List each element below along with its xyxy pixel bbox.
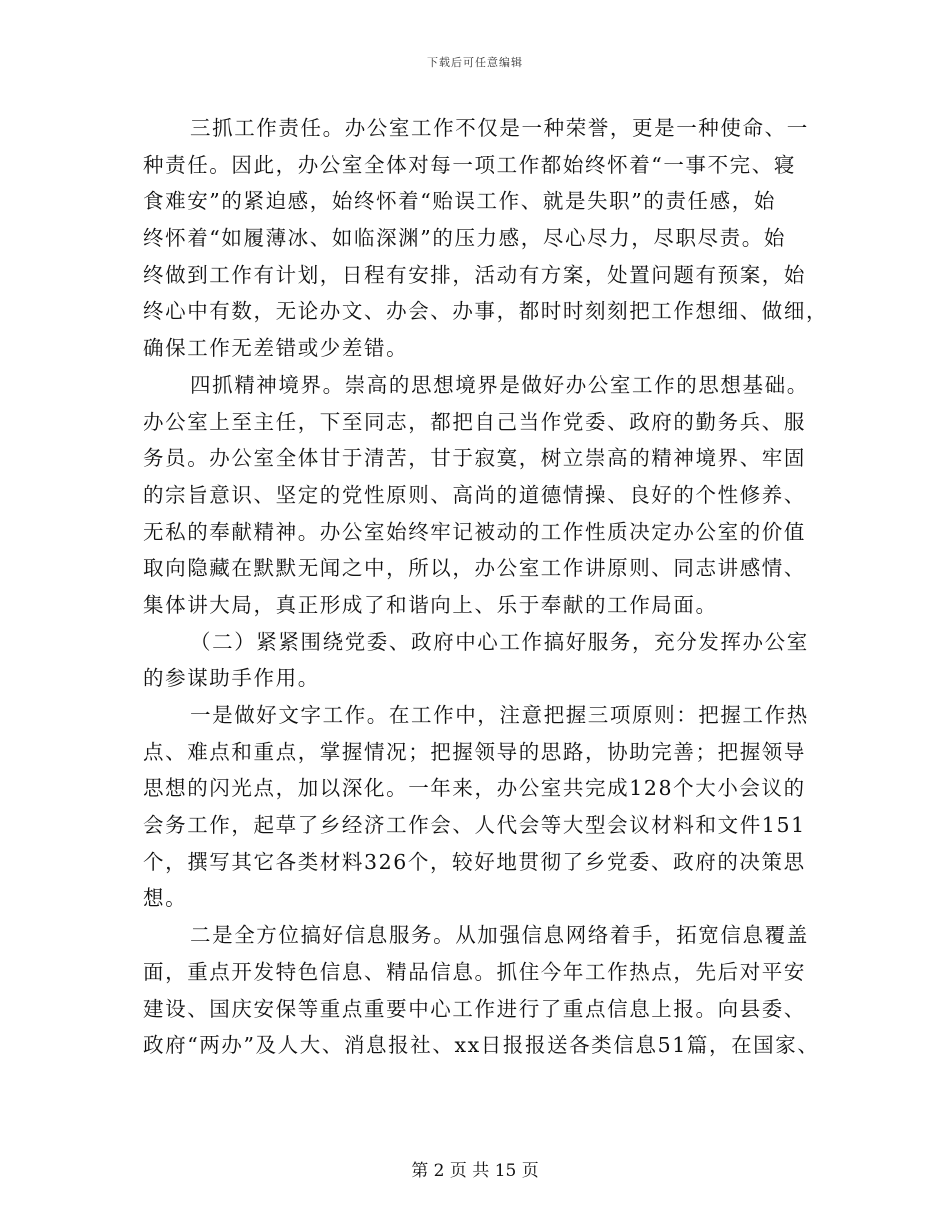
paragraph-line: 取向隐藏在默默无闻之中，所以，办公室工作讲原则、同志讲感情、 [143, 556, 806, 581]
paragraph-line: 一是做好文字工作。在工作中，注意把握三项原则：把握工作热 [190, 703, 809, 727]
paragraph-line: 面，重点开发特色信息、精品信息。抓住今年工作热点，先后对平安 [143, 959, 806, 984]
section-heading-line: （二）紧紧围绕党委、政府中心工作搞好服务，充分发挥办公室 [190, 629, 809, 654]
paragraph-line: 政府“两办”及人大、消息报社、xx日报报送各类信息51篇，在国家、 [143, 1033, 820, 1058]
paragraph-line: 建设、国庆安保等重点重要中心工作进行了重点信息上报。向县委、 [143, 996, 806, 1021]
paragraph-line: 个，撰写其它各类材料326个，较好地贯彻了乡党委、政府的决策思 [143, 849, 806, 874]
paragraph-line: 二是全方位搞好信息服务。从加强信息网络着手，拓宽信息覆盖 [190, 923, 809, 948]
paragraph-line: 会务工作，起草了乡经济工作会、人代会等大型会议材料和文件151 [143, 813, 806, 838]
paragraph-line: 务员。办公室全体甘于清苦，甘于寂寞，树立崇高的精神境界、牢固 [143, 446, 806, 471]
paragraph-line: 终怀着“如履薄冰、如临深渊”的压力感，尽心尽力，尽职尽责。始 [143, 226, 786, 251]
paragraph-line: 三抓工作责任。办公室工作不仅是一种荣誉，更是一种使命、一 [190, 116, 809, 140]
page-header-note: 下载后可任意编辑 [427, 56, 523, 69]
section-heading-line: 的参谋助手作用。 [143, 666, 320, 691]
paragraph-line: 无私的奉献精神。办公室始终牢记被动的工作性质决定办公室的价值 [143, 519, 806, 544]
page-number: 第 2 页 共 15 页 [411, 1161, 539, 1181]
paragraph-line: 种责任。因此，办公室全体对每一项工作都始终怀着“一事不完、寝 [143, 152, 796, 177]
paragraph-line: 终做到工作有计划，日程有安排，活动有方案，处置问题有预案，始 [143, 262, 806, 287]
paragraph-line: 四抓精神境界。崇高的思想境界是做好办公室工作的思想基础。 [190, 372, 809, 397]
paragraph-line: 确保工作无差错或少差错。 [143, 336, 409, 361]
paragraph-line: 思想的闪光点，加以深化。一年来，办公室共完成128个大小会议的 [143, 776, 806, 801]
document-body [143, 110, 833, 1064]
paragraph-line: 食难安”的紧迫感，始终怀着“贻误工作、就是失职”的责任感，始 [143, 189, 776, 214]
paragraph-line: 终心中有数，无论办文、办会、办事，都时时刻刻把工作想细、做细， [143, 299, 829, 324]
paragraph-line: 集体讲大局，真正形成了和谐向上、乐于奉献的工作局面。 [143, 592, 718, 617]
paragraph-line: 想。 [143, 886, 188, 911]
paragraph-line: 的宗旨意识、坚定的党性原则、高尚的道德情操、良好的个性修养、 [143, 482, 806, 507]
paragraph-line: 办公室上至主任，下至同志，都把自己当作党委、政府的勤务兵、服 [143, 409, 806, 434]
paragraph-line: 点、难点和重点，掌握情况；把握领导的思路，协助完善；把握领导 [143, 739, 806, 764]
